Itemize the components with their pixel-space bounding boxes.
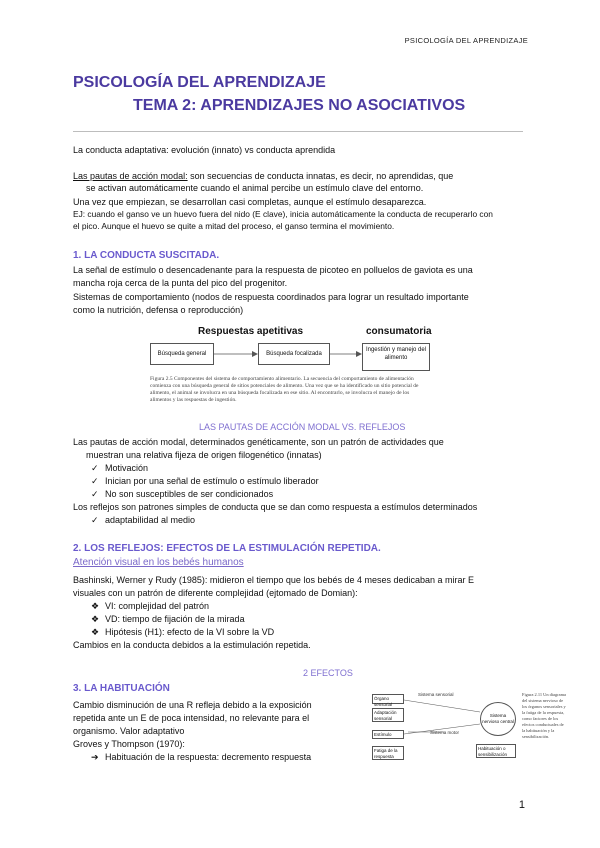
pautas-text: son secuencias de conducta innatas, es decir, no aprendidas, que: [187, 171, 454, 181]
check-item: [91, 475, 319, 488]
section-2-subheading: Atención visual en los bebés humanos: [73, 557, 244, 568]
diamond-bullet-icon: ❖: [91, 601, 100, 611]
section-2-p1-line2: visuales con un patrón de diferente complejidad (ejtomado de Domian):: [73, 588, 358, 598]
intro-line: La conducta adaptativa: evolución (innato) vs conducta aprendida: [73, 145, 336, 155]
section-2-heading: 2. LOS REFLEJOS: EFECTOS DE LA ESTIMULACIÓN REPETIDA.: [73, 543, 381, 554]
figure-2-box-sensory-organ: Órgano sensorial: [372, 694, 404, 704]
figure-box-focal-search: Búsqueda focalizada: [258, 343, 330, 365]
arrow-icon: [214, 350, 258, 358]
pautas-term: Las pautas de acción modal:: [73, 171, 188, 181]
check-item-text: Inician por una señal de estímulo o estímulo liberador: [105, 476, 319, 486]
diamond-bullet-icon: ❖: [91, 627, 100, 637]
title-divider: [73, 131, 523, 132]
feeding-system-figure: [150, 326, 432, 406]
check-item-text: No son susceptibles de ser condicionados: [105, 489, 274, 499]
bullet-item: [91, 600, 209, 613]
section-1-heading: 1. LA CONDUCTA SUSCITADA.: [73, 250, 220, 261]
section-1-p2-line2: como la nutrición, defensa o reproducción): [73, 305, 244, 315]
arrow-item: [91, 751, 311, 764]
figure-box-general-search: Búsqueda general: [150, 343, 214, 365]
check-item: [91, 514, 195, 527]
figure-2-box-sensory-adaptation: Adaptación sensorial: [372, 708, 404, 722]
figure-2-label-motor: Sistema motor: [430, 730, 460, 735]
bullet-item: [91, 626, 274, 639]
figure-2-caption: Figura 2.11 Un diagrama del sistema nervioso de los órganos sensoriales y la fatiga de la respuesta, como factores de los efectos conductuales de la habituación y la sensibilización.: [522, 692, 566, 739]
section-3-heading: 3. LA HABITUACIÓN: [73, 683, 170, 694]
section-2-p1-line1: Bashinski, Werner y Rudy (1985): midieron el tiempo que los bebés de 4 meses dedicaban a mirar E: [73, 575, 475, 585]
figure-1-caption: Figura 2.5 Componentes del sistema de comportamiento alimentario. La secuencia del comportamiento de alimentación comienza con una búsqueda general de sitios potenciales de alimento. Una vez que se ha identificado un sitio potencial de alimento, el animal se involucra en una búsqueda focalizada en ese sitio. Al encontrarlo, se involucra el manejo de los alimentos y las respuestas de ingestión.: [150, 376, 419, 403]
check-icon: ✓: [91, 489, 99, 499]
two-effects-heading: 2 EFECTOS: [303, 668, 353, 678]
example-line-1: EJ: cuando el ganso ve un huevo fuera del nido (E clave), inicia automáticamente la conducta de recuperarlo con: [73, 209, 493, 219]
document-subtitle: TEMA 2: APRENDIZAJES NO ASOCIATIVOS: [133, 97, 466, 114]
pautas-vs-p1-line2: muestran una relativa fijeza de origen filogenético (innatas): [86, 450, 322, 460]
check-icon: ✓: [91, 515, 99, 525]
check-icon: ✓: [91, 476, 99, 486]
pautas-definition-line2: se activan automáticamente cuando el animal percibe un estímulo clave del entorno.: [86, 183, 424, 193]
arrow-item-text: Habituación de la respuesta: decremento respuesta: [105, 752, 312, 762]
section-1-p2-line1: Sistemas de comportamiento (nodos de respuesta coordinados para lograr un resultado importante: [73, 292, 469, 302]
page-number: 1: [518, 799, 525, 811]
bullet-item-text: VI: complejidad del patrón: [105, 601, 210, 611]
section-3-p2: Groves y Thompson (1970):: [73, 739, 185, 749]
example-line-2: el pico. Aunque el huevo se quite a mitad del proceso, el ganso termina el movimiento.: [73, 221, 395, 231]
figure-box-ingestion: Ingestión y manejo del alimento: [362, 343, 430, 371]
check-item: [91, 462, 148, 475]
figure-label-appetitive: Respuestas apetitivas: [198, 326, 304, 337]
section-1-p1-line1: La señal de estímulo o desencadenante para la respuesta de picoteo en polluelos de gaviota es una: [73, 265, 473, 275]
bullet-item-text: Hipótesis (H1): efecto de la VI sobre la VD: [105, 627, 275, 637]
figure-2-box-habituation: Habituación o sensibilización: [476, 744, 516, 758]
figure-2-box-stimulus: Estímulo: [372, 730, 404, 739]
diamond-bullet-icon: ❖: [91, 614, 100, 624]
document-title: PSICOLOGÍA DEL APRENDIZAJE: [73, 74, 326, 91]
pautas-definition: [73, 170, 528, 183]
habituation-figure: [372, 692, 566, 772]
section-2-p2: Cambios en la conducta debidos a la estimulación repetida.: [73, 640, 311, 650]
pautas-vs-p1-line1: Las pautas de acción modal, determinados genéticamente, son un patrón de actividades que: [73, 437, 444, 447]
figure-2-connectors: [404, 696, 484, 736]
figure-2-box-response-fatigue: Fatiga de la respuesta: [372, 746, 404, 760]
figure-2-label-sensory: Sistema sensorial: [418, 692, 454, 697]
bullet-item: [91, 613, 245, 626]
reflejos-line: Los reflejos son patrones simples de conducta que se dan como respuesta a estímulos determinados: [73, 502, 478, 512]
running-header: PSICOLOGÍA DEL APRENDIZAJE: [404, 36, 528, 45]
section-1-p1-line2: mancha roja cerca de la punta del pico del progenitor.: [73, 278, 288, 288]
section-3-p1-line3: organismo. Valor adaptativo: [73, 726, 185, 736]
figure-2-cns-node: Sistema nervioso central: [480, 702, 516, 736]
check-icon: ✓: [91, 463, 99, 473]
pautas-vs-reflejos-heading: LAS PAUTAS DE ACCIÓN MODAL VS. REFLEJOS: [199, 422, 406, 432]
bullet-item-text: VD: tiempo de fijación de la mirada: [105, 614, 245, 624]
check-item-text: adaptabilidad al medio: [105, 515, 196, 525]
check-item-text: Motivación: [105, 463, 149, 473]
figure-label-consummatory: consumatoria: [366, 326, 432, 337]
section-3-p1-line2: repetida ante un E de poca intensidad, no relevante para el: [73, 713, 310, 723]
section-3-p1-line1: Cambio disminución de una R refleja debido a la exposición: [73, 700, 312, 710]
arrow-icon: [330, 350, 362, 358]
check-item: [91, 488, 273, 501]
arrow-right-icon: ➔: [91, 752, 99, 762]
once-started-line: Una vez que empiezan, se desarrollan casi completas, aunque el estímulo desaparezca.: [73, 197, 427, 207]
